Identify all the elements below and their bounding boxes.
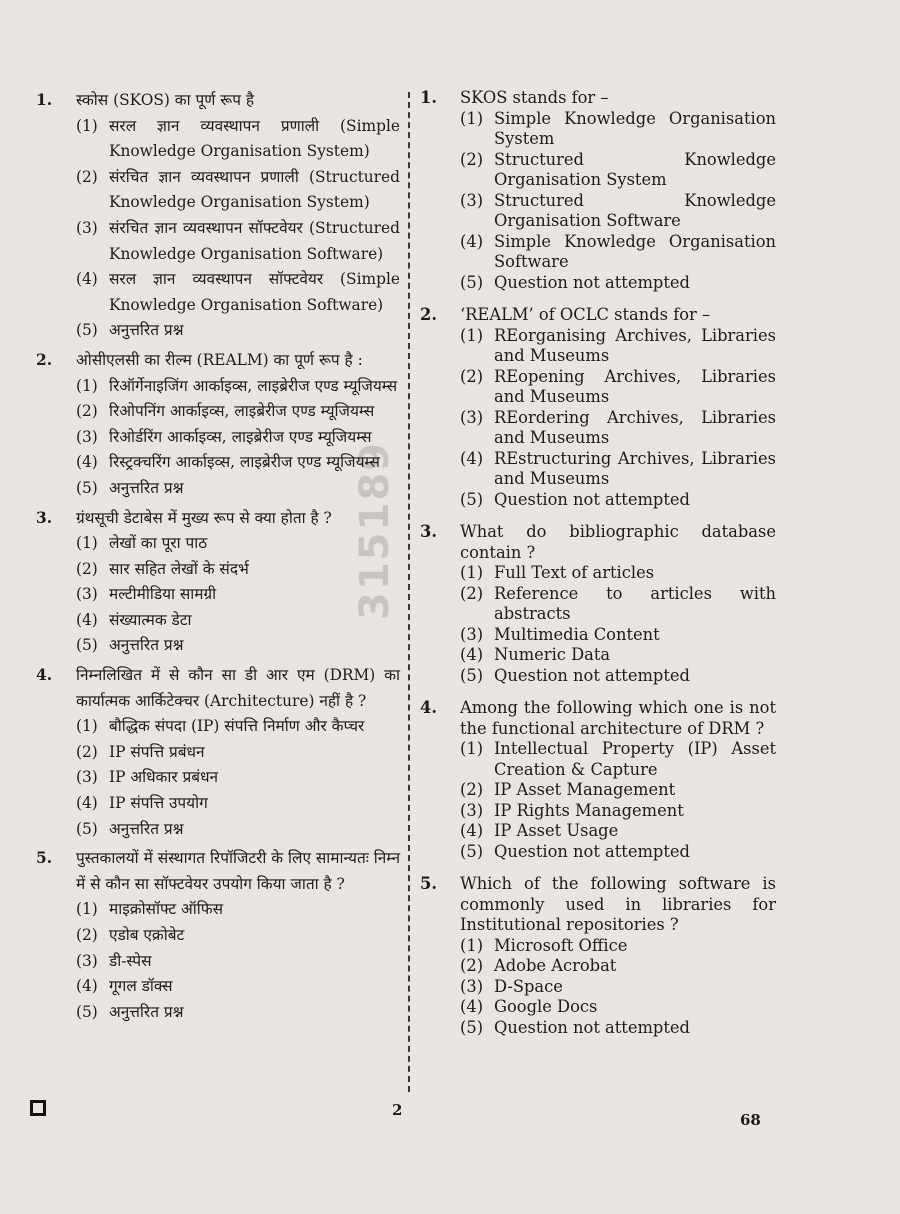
- option-item: [76, 974, 400, 1000]
- option-text: REstructuring Archives, Libraries and Museums: [494, 448, 776, 488]
- option-text: Structured Knowledge Organisation Software: [494, 190, 776, 230]
- option-text: डी-स्पेस: [109, 951, 152, 970]
- option-number: (2): [76, 167, 98, 186]
- option-number: (1): [460, 108, 484, 128]
- option-text: अनुत्तरित प्रश्न: [109, 636, 184, 655]
- option-text: संरचित ज्ञान व्यवस्थापन सॉफ्टवेयर (Structured Knowledge Organisation Software): [109, 218, 400, 263]
- option-text: D-Space: [494, 976, 563, 996]
- english-question-4: [420, 698, 776, 862]
- option-text: Adobe Acrobat: [494, 956, 617, 975]
- option-number: (3): [76, 768, 98, 787]
- option-number: (5): [460, 489, 484, 509]
- option-item: [460, 666, 776, 687]
- option-number: (3): [460, 190, 484, 210]
- option-number: (3): [460, 800, 484, 820]
- option-number: (4): [76, 794, 98, 813]
- option-item: [460, 739, 776, 780]
- option-text: रिऑर्गेनाइजिंग आर्काइव्स, लाइब्रेरीज एण्ड म्यूजियम्स: [109, 376, 398, 395]
- option-number: (1): [460, 563, 484, 582]
- option-text: REopening Archives, Libraries and Museums: [494, 366, 776, 406]
- option-item: [76, 633, 400, 659]
- option-item: [460, 801, 776, 822]
- option-item: [460, 842, 776, 863]
- option-number: (3): [460, 624, 484, 644]
- question-text: SKOS stands for –: [460, 88, 609, 107]
- option-text: Simple Knowledge Organisation Software: [494, 231, 776, 271]
- option-text: सार सहित लेखों के संदर्भ: [109, 559, 249, 578]
- option-number: (3): [76, 585, 98, 604]
- option-text: REorganising Archives, Libraries and Museums: [494, 325, 776, 365]
- option-text: IP Asset Usage: [494, 821, 619, 840]
- option-number: (1): [460, 935, 484, 955]
- option-text: Reference to articles with abstracts: [494, 583, 776, 623]
- question-number: 3.: [36, 508, 53, 527]
- question-text: ओसीएलसी का रील्म (REALM) का पूर्ण रूप है :: [76, 350, 363, 369]
- option-text: Multimedia Content: [494, 624, 660, 644]
- option-text: रिओर्डरिंग आर्काइव्स, लाइब्रेरीज एण्ड म्यूजियम्स: [109, 427, 372, 446]
- option-text: माइक्रोसॉफ्ट ऑफिस: [109, 900, 224, 919]
- option-item: [460, 109, 776, 150]
- question-header: [420, 874, 776, 936]
- option-number: (1): [460, 325, 484, 345]
- option-item: [76, 949, 400, 975]
- option-text: Full Text of articles: [494, 563, 655, 582]
- option-number: (2): [460, 956, 484, 975]
- question-header: [420, 88, 776, 109]
- option-item: [76, 608, 400, 634]
- question-number: 4.: [36, 666, 53, 685]
- option-item: [76, 374, 400, 400]
- question-number: 1.: [420, 88, 437, 107]
- option-number: (2): [76, 742, 98, 761]
- option-text: IP संपत्ति प्रबंधन: [109, 742, 205, 761]
- option-number: (5): [76, 478, 98, 497]
- option-item: [460, 936, 776, 957]
- option-text: Microsoft Office: [494, 935, 628, 955]
- page-number: 2: [392, 1101, 403, 1119]
- option-item: [76, 897, 400, 923]
- option-number: (5): [460, 841, 484, 861]
- option-number: (4): [76, 270, 98, 289]
- option-item: [76, 216, 400, 267]
- option-text: एडोब एक्रोबेट: [109, 926, 185, 944]
- option-item: [76, 923, 400, 949]
- option-number: (2): [76, 402, 98, 421]
- option-item: [460, 326, 776, 367]
- option-number: (5): [76, 636, 98, 655]
- option-number: (2): [460, 366, 484, 386]
- option-text: Question not attempted: [494, 841, 690, 861]
- question-number: 2.: [36, 350, 53, 369]
- option-item: [76, 425, 400, 451]
- option-number: (2): [76, 559, 98, 578]
- option-item: [76, 476, 400, 502]
- question-number: 1.: [36, 91, 53, 109]
- option-item: [76, 1000, 400, 1026]
- option-text: रिस्ट्रक्चरिंग आर्काइव्स, लाइब्रेरीज एण्ड म्यूजियम्स: [109, 453, 380, 472]
- option-number: (4): [460, 821, 484, 840]
- option-item: [460, 956, 776, 977]
- english-question-2: [420, 305, 776, 510]
- question-header: [36, 348, 400, 374]
- option-number: (4): [76, 453, 98, 472]
- option-item: [76, 318, 400, 344]
- question-header: [36, 663, 400, 714]
- option-text: लेखों का पूरा पाठ: [109, 534, 208, 553]
- option-number: (5): [76, 321, 98, 340]
- option-text: अनुत्तरित प्रश्न: [109, 819, 184, 838]
- option-number: (1): [76, 376, 98, 395]
- english-column: [420, 88, 776, 1050]
- option-item: [460, 821, 776, 842]
- option-text: संख्यात्मक डेटा: [109, 610, 192, 629]
- option-number: (3): [76, 951, 98, 970]
- question-text: Which of the following software is commonly used in libraries for Institutional repositories ?: [460, 874, 776, 934]
- option-number: (4): [76, 610, 98, 629]
- question-text: ग्रंथसूची डेटाबेस में मुख्य रूप से क्या होता है ?: [76, 508, 332, 527]
- option-item: [460, 490, 776, 511]
- option-item: [460, 449, 776, 490]
- option-item: [76, 817, 400, 843]
- option-text: सरल ज्ञान व्यवस्थापन प्रणाली (Simple Knowledge Organisation System): [109, 116, 400, 161]
- option-text: Question not attempted: [494, 1017, 690, 1037]
- option-text: रिओपनिंग आर्काइव्स, लाइब्रेरीज एण्ड म्यूजियम्स: [109, 402, 375, 421]
- option-item: [460, 232, 776, 273]
- english-question-1: [420, 88, 776, 293]
- option-item: [76, 714, 400, 740]
- option-item: [76, 165, 400, 216]
- hindi-question-5: [36, 846, 400, 1025]
- option-text: Question not attempted: [494, 489, 690, 509]
- option-number: (1): [460, 739, 484, 758]
- option-text: Numeric Data: [494, 645, 611, 664]
- option-text: Google Docs: [494, 997, 598, 1016]
- question-text: What do bibliographic database contain ?: [460, 522, 776, 562]
- question-text: Among the following which one is not the functional architecture of DRM ?: [460, 698, 776, 738]
- option-number: (4): [460, 997, 484, 1016]
- option-item: [460, 1018, 776, 1039]
- option-number: (3): [76, 218, 98, 237]
- option-item: [460, 625, 776, 646]
- option-item: [76, 531, 400, 557]
- option-number: (1): [76, 900, 98, 919]
- question-number: 3.: [420, 522, 437, 541]
- option-number: (3): [460, 976, 484, 996]
- question-number: 5.: [420, 874, 437, 893]
- option-number: (5): [460, 665, 484, 685]
- option-text: गूगल डॉक्स: [109, 977, 173, 996]
- option-item: [76, 399, 400, 425]
- option-item: [76, 740, 400, 766]
- option-text: IP अधिकार प्रबंधन: [109, 768, 219, 787]
- option-text: IP Asset Management: [494, 780, 676, 799]
- option-item: [76, 557, 400, 583]
- option-text: संरचित ज्ञान व्यवस्थापन प्रणाली (Structured Knowledge Organisation System): [109, 167, 400, 212]
- column-divider: [408, 92, 410, 1092]
- hindi-question-1: [36, 88, 400, 344]
- option-number: (5): [76, 1002, 98, 1021]
- option-text: बौद्धिक संपदा (IP) संपत्ति निर्माण और कैप्चर: [109, 717, 365, 736]
- question-header: [36, 846, 400, 897]
- option-number: (5): [460, 1017, 484, 1037]
- option-item: [460, 191, 776, 232]
- option-item: [460, 408, 776, 449]
- option-item: [460, 150, 776, 191]
- option-item: [460, 584, 776, 625]
- option-item: [76, 582, 400, 608]
- option-item: [460, 997, 776, 1018]
- option-item: [460, 977, 776, 998]
- option-item: [76, 450, 400, 476]
- option-text: Question not attempted: [494, 272, 690, 292]
- question-header: [420, 305, 776, 326]
- option-item: [460, 563, 776, 584]
- english-question-3: [420, 522, 776, 686]
- question-header: [420, 522, 776, 563]
- option-text: Intellectual Property (IP) Asset Creation & Capture: [494, 739, 776, 779]
- option-number: (4): [460, 231, 484, 251]
- option-text: Question not attempted: [494, 665, 690, 685]
- option-number: (1): [76, 116, 98, 135]
- option-text: अनुत्तरित प्रश्न: [109, 478, 184, 497]
- option-text: IP Rights Management: [494, 800, 684, 820]
- question-text: ‘REALM’ of OCLC stands for –: [460, 305, 711, 324]
- hindi-question-2: [36, 348, 400, 502]
- option-number: (2): [76, 926, 98, 944]
- option-text: सरल ज्ञान व्यवस्थापन सॉफ्टवेयर (Simple Knowledge Organisation Software): [109, 270, 400, 314]
- option-number: (2): [460, 149, 484, 169]
- option-text: अनुत्तरित प्रश्न: [109, 321, 184, 340]
- hindi-question-3: [36, 506, 400, 660]
- question-header: [36, 88, 400, 114]
- hindi-question-4: [36, 663, 400, 842]
- question-header: [36, 506, 400, 532]
- question-number: 2.: [420, 305, 437, 324]
- option-number: (3): [460, 407, 484, 427]
- option-number: (5): [460, 272, 484, 292]
- watermark: 315189: [352, 441, 398, 620]
- option-number: (4): [76, 977, 98, 996]
- option-number: (4): [460, 448, 484, 468]
- option-text: IP संपत्ति उपयोग: [109, 794, 208, 813]
- question-number: 5.: [36, 849, 53, 868]
- option-item: [76, 765, 400, 791]
- question-text: स्कोस (SKOS) का पूर्ण रूप है: [76, 91, 255, 109]
- option-item: [460, 273, 776, 294]
- question-number: 4.: [420, 698, 437, 717]
- option-number: (1): [76, 717, 98, 736]
- option-text: Structured Knowledge Organisation System: [494, 149, 776, 189]
- option-item: [460, 780, 776, 801]
- page-code: 68: [740, 1111, 761, 1129]
- option-item: [76, 114, 400, 165]
- option-number: (2): [460, 780, 484, 799]
- option-number: (2): [460, 583, 484, 603]
- option-text: अनुत्तरित प्रश्न: [109, 1002, 184, 1021]
- question-text: निम्नलिखित में से कौन सा डी आर एम (DRM) का कार्यात्मक आर्किटेक्चर (Architecture) नहीं है ?: [76, 666, 400, 710]
- option-item: [460, 367, 776, 408]
- option-text: Simple Knowledge Organisation System: [494, 108, 776, 148]
- english-question-5: [420, 874, 776, 1038]
- option-text: मल्टीमीडिया सामग्री: [109, 585, 217, 604]
- option-text: REordering Archives, Libraries and Museums: [494, 407, 776, 447]
- option-item: [76, 791, 400, 817]
- footer-square-mark: [30, 1100, 46, 1116]
- question-header: [420, 698, 776, 739]
- hindi-column: [36, 88, 400, 1029]
- question-text: पुस्तकालयों में संस्थागत रिपॉजिटरी के लिए सामान्यतः निम्न में से कौन सा सॉफ्टवेयर उपयोग किया जाता है ?: [76, 849, 400, 893]
- option-item: [460, 645, 776, 666]
- option-number: (5): [76, 819, 98, 838]
- option-number: (4): [460, 645, 484, 664]
- option-number: (3): [76, 427, 98, 446]
- option-item: [76, 267, 400, 318]
- option-number: (1): [76, 534, 98, 553]
